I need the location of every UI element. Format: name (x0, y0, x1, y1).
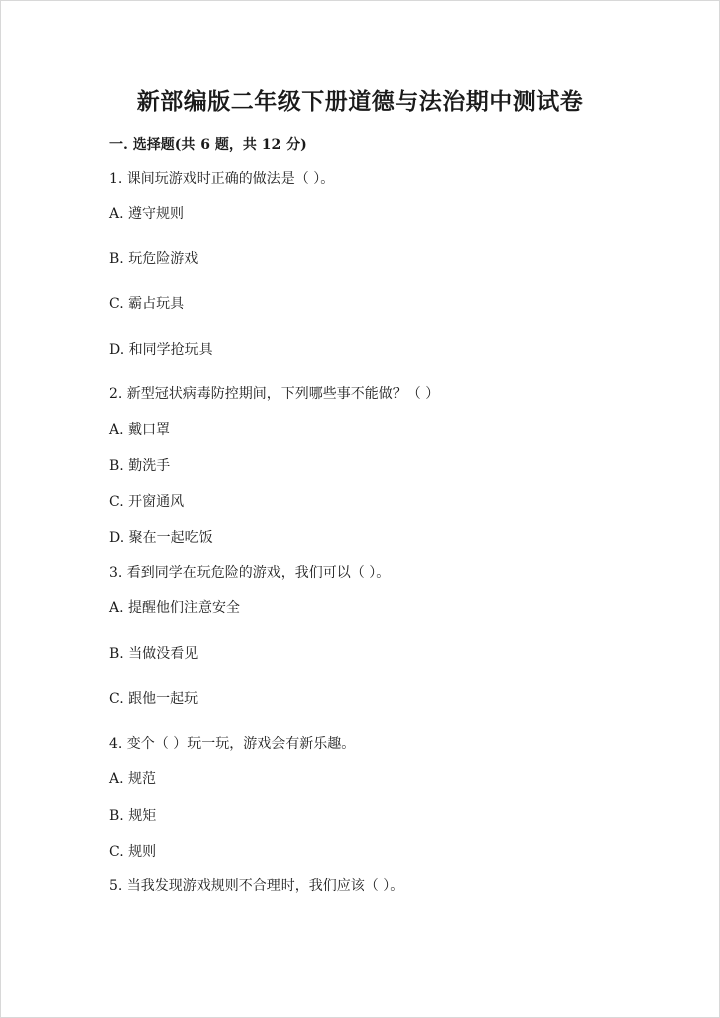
section-heading: 一. 选择题(共 6 题，共 12 分) (109, 137, 307, 153)
question-1-stem: 1. 课间玩游戏时正确的做法是（ ）。 (109, 171, 335, 187)
question-2-option-c: C. 开窗通风 (109, 494, 185, 510)
question-2-option-a: A. 戴口罩 (109, 422, 171, 438)
question-4-option-b: B. 规矩 (109, 808, 157, 824)
question-4-option-c: C. 规则 (109, 844, 157, 860)
question-3-option-a: A. 提醒他们注意安全 (109, 600, 241, 616)
question-3-stem: 3. 看到同学在玩危险的游戏，我们可以（ ）。 (109, 565, 391, 581)
document-title: 新部编版二年级下册道德与法治期中测试卷 (136, 88, 584, 115)
question-2-stem: 2. 新型冠状病毒防控期间，下列哪些事不能做？（ ） (109, 386, 440, 402)
question-2-option-b: B. 勤洗手 (109, 458, 171, 474)
question-2-option-d: D. 聚在一起吃饭 (109, 530, 213, 546)
question-3-option-b: B. 当做没看见 (109, 646, 199, 662)
question-1-option-b: B. 玩危险游戏 (109, 251, 199, 267)
question-4-option-a: A. 规范 (109, 771, 157, 787)
question-4-stem: 4. 变个（ ）玩一玩，游戏会有新乐趣。 (109, 736, 356, 752)
question-1-option-d: D. 和同学抢玩具 (109, 342, 213, 358)
question-3-option-c: C. 跟他一起玩 (109, 691, 199, 707)
question-5-stem: 5. 当我发现游戏规则不合理时，我们应该（ ）。 (109, 878, 405, 894)
question-1-option-c: C. 霸占玩具 (109, 296, 185, 312)
question-1-option-a: A. 遵守规则 (109, 206, 185, 222)
